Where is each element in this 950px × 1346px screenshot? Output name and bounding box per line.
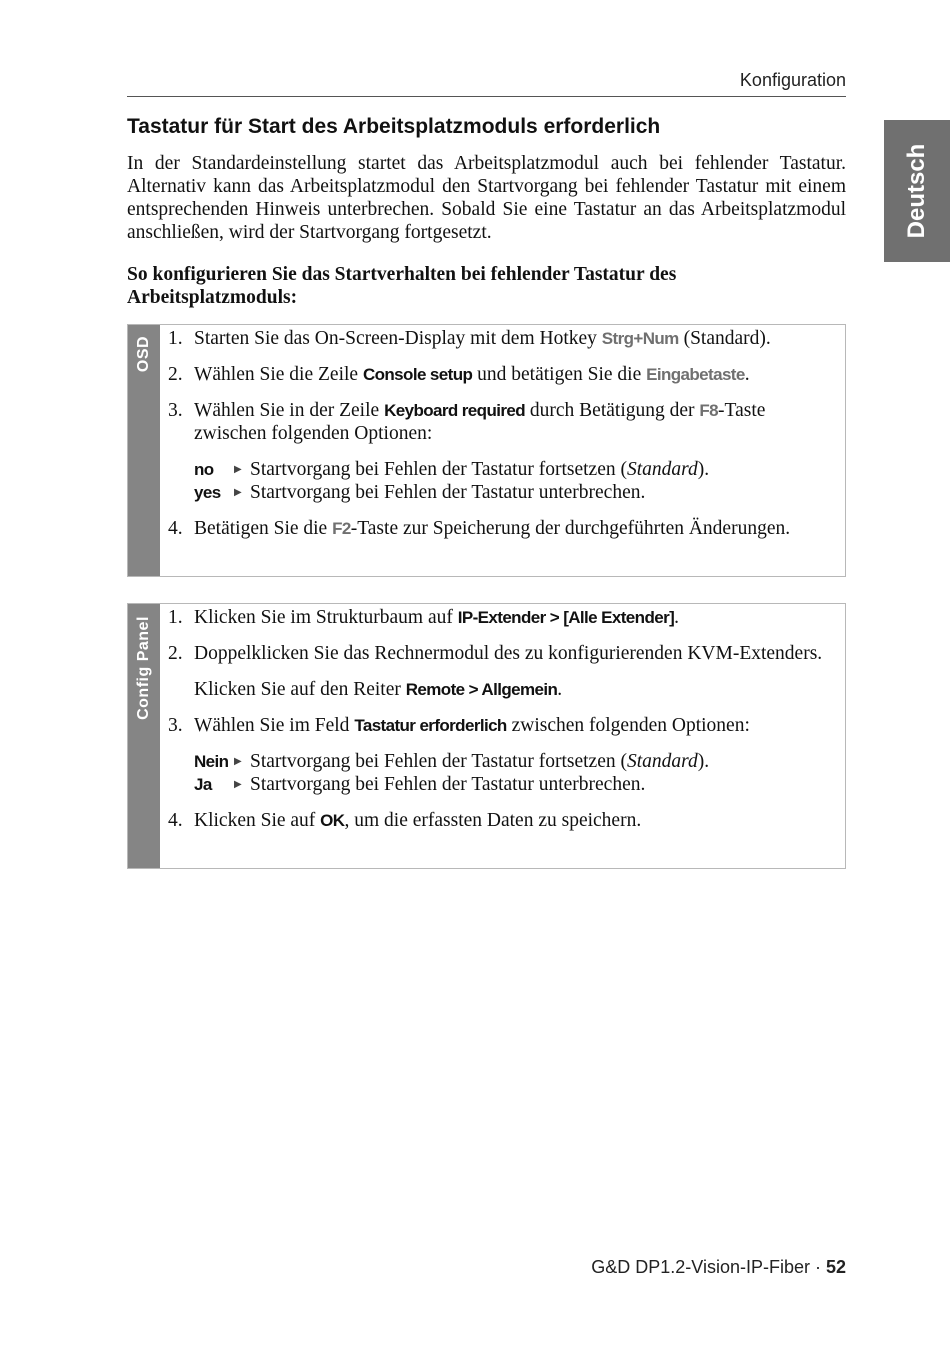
step-text-part: , um die erfassten Daten zu speichern. bbox=[344, 810, 642, 831]
config-side-label-bar bbox=[128, 604, 160, 868]
step-text bbox=[194, 363, 835, 386]
option-row bbox=[194, 773, 835, 796]
step-number: 1. bbox=[168, 328, 183, 349]
step-number: 2. bbox=[168, 364, 183, 385]
triangle-right-icon: ▶ bbox=[234, 756, 242, 767]
step-text bbox=[194, 517, 835, 540]
key-label: Eingabetaste bbox=[646, 365, 745, 384]
osd-side-label: OSD bbox=[135, 335, 152, 373]
section-title: Tastatur für Start des Arbeitsplatzmoduls erforderlich bbox=[127, 115, 661, 138]
config-panel-instructions-box bbox=[127, 603, 846, 869]
osd-step-3 bbox=[168, 399, 835, 445]
config-step-1 bbox=[168, 606, 835, 629]
step-number: 3. bbox=[168, 400, 183, 421]
option-text-part: ). bbox=[697, 751, 710, 772]
button-label: OK bbox=[320, 811, 345, 830]
step-text-part: Klicken Sie auf bbox=[194, 810, 321, 831]
running-header: Konfiguration bbox=[739, 70, 846, 90]
osd-step-4 bbox=[168, 517, 835, 540]
step-text-part: Wählen Sie im Feld bbox=[194, 715, 355, 736]
hotkey-label: Strg+Num bbox=[601, 329, 679, 348]
step-text-part: (Standard). bbox=[678, 328, 771, 349]
step-text-part: . bbox=[744, 364, 750, 385]
option-row bbox=[194, 750, 835, 773]
step-number: 3. bbox=[168, 715, 183, 736]
triangle-right-icon: ▶ bbox=[234, 464, 242, 475]
option-text: Startvorgang bei Fehlen der Tastatur unterbrechen. bbox=[250, 774, 646, 795]
step-text-part: zwischen folgenden Optionen: bbox=[506, 715, 750, 736]
option-text bbox=[250, 750, 709, 773]
step-text bbox=[194, 714, 835, 737]
step-text-part: Wählen Sie die Zeile bbox=[194, 364, 363, 385]
option-row bbox=[194, 458, 835, 481]
option-text: Startvorgang bei Fehlen der Tastatur unterbrechen. bbox=[250, 482, 646, 503]
step-number: 1. bbox=[168, 607, 183, 628]
tab-path-label: Remote > Allgemein bbox=[405, 680, 558, 699]
step-text-part: . bbox=[557, 679, 563, 700]
step-text-part: Klicken Sie auf den Reiter bbox=[194, 679, 406, 700]
config-step-4 bbox=[168, 809, 835, 832]
language-tab bbox=[884, 120, 950, 262]
menu-item-label: Console setup bbox=[362, 365, 473, 384]
step-text-part: Wählen Sie in der Zeile bbox=[194, 400, 385, 421]
config-step-3 bbox=[168, 714, 835, 737]
field-label: Tastatur erforderlich bbox=[354, 716, 507, 735]
step-text bbox=[194, 606, 835, 629]
config-step-2 bbox=[168, 642, 835, 665]
step-text-part: Betätigen Sie die bbox=[194, 518, 333, 539]
key-label: F8 bbox=[699, 401, 719, 420]
triangle-right-icon: ▶ bbox=[234, 487, 242, 498]
step-text-part: und betätigen Sie die bbox=[472, 364, 647, 385]
step-text bbox=[194, 327, 835, 350]
step-text: Doppelklicken Sie das Rechnermodul des zu konfigurierenden KVM-Extenders. bbox=[194, 643, 823, 664]
step-text-part: . bbox=[674, 607, 680, 628]
language-tab-label: Deutsch bbox=[903, 143, 930, 239]
option-text-part: Startvorgang bei Fehlen der Tastatur fortsetzen ( bbox=[250, 751, 627, 772]
tree-path-label: IP-Extender > [Alle Extender] bbox=[457, 608, 675, 627]
osd-instructions-box bbox=[127, 324, 846, 577]
header-divider bbox=[127, 96, 846, 97]
config-steps bbox=[168, 606, 835, 845]
osd-step-2 bbox=[168, 363, 835, 386]
page-number: 52 bbox=[825, 1257, 846, 1277]
option-key: Ja bbox=[194, 775, 212, 794]
osd-steps bbox=[168, 327, 835, 553]
key-label: F2 bbox=[332, 519, 351, 538]
option-default-label: Standard bbox=[626, 459, 698, 480]
option-row bbox=[194, 481, 835, 504]
osd-side-label-bar bbox=[128, 325, 160, 576]
step-text-part: -Taste zur Speicherung der durchgeführten Änderungen. bbox=[350, 518, 791, 539]
step-text-part: Starten Sie das On-Screen-Display mit dem Hotkey bbox=[194, 328, 602, 349]
step-number: 4. bbox=[168, 518, 183, 539]
step-text-part: durch Betätigung der bbox=[525, 400, 700, 421]
intro-paragraph: In der Standardeinstellung startet das Arbeitsplatzmodul auch bei fehlender Tastatur. Alternativ kann das Arbeitsplatzmodul den Startvorgang bei fehlender Tastatur mit einem entsprechenden Hinweis unterbrechen. Sobald Sie eine Tastatur an das Arbeitsplatzmodul anschließen, wird der Startvorgang fortgesetzt. bbox=[127, 153, 846, 243]
config-options bbox=[194, 750, 835, 796]
triangle-right-icon: ▶ bbox=[234, 779, 242, 790]
step-text bbox=[194, 399, 835, 445]
step-number: 4. bbox=[168, 810, 183, 831]
step-text bbox=[194, 809, 835, 832]
instruction-heading: So konfigurieren Sie das Startverhalten bei fehlender Tastatur des Arbeitsplatzmoduls: bbox=[127, 264, 677, 308]
osd-options bbox=[194, 458, 835, 504]
option-key: no bbox=[194, 460, 214, 479]
page-footer bbox=[591, 1257, 846, 1278]
config-step-2-continuation bbox=[194, 678, 835, 701]
step-text-part: Klicken Sie im Strukturbaum auf bbox=[194, 607, 458, 628]
option-key: yes bbox=[194, 483, 221, 502]
option-text bbox=[250, 458, 709, 481]
osd-step-1 bbox=[168, 327, 835, 350]
option-default-label: Standard bbox=[626, 751, 698, 772]
config-side-label: Config Panel bbox=[135, 616, 152, 720]
menu-item-label: Keyboard required bbox=[384, 401, 526, 420]
option-key: Nein bbox=[194, 752, 229, 771]
step-number: 2. bbox=[168, 643, 183, 664]
step-text-part: -Taste zwischen folgenden Optionen: bbox=[194, 400, 766, 444]
footer-product: G&D DP1.2-Vision-IP-Fiber · bbox=[591, 1257, 826, 1277]
option-text-part: Startvorgang bei Fehlen der Tastatur fortsetzen ( bbox=[250, 459, 627, 480]
option-text-part: ). bbox=[697, 459, 710, 480]
